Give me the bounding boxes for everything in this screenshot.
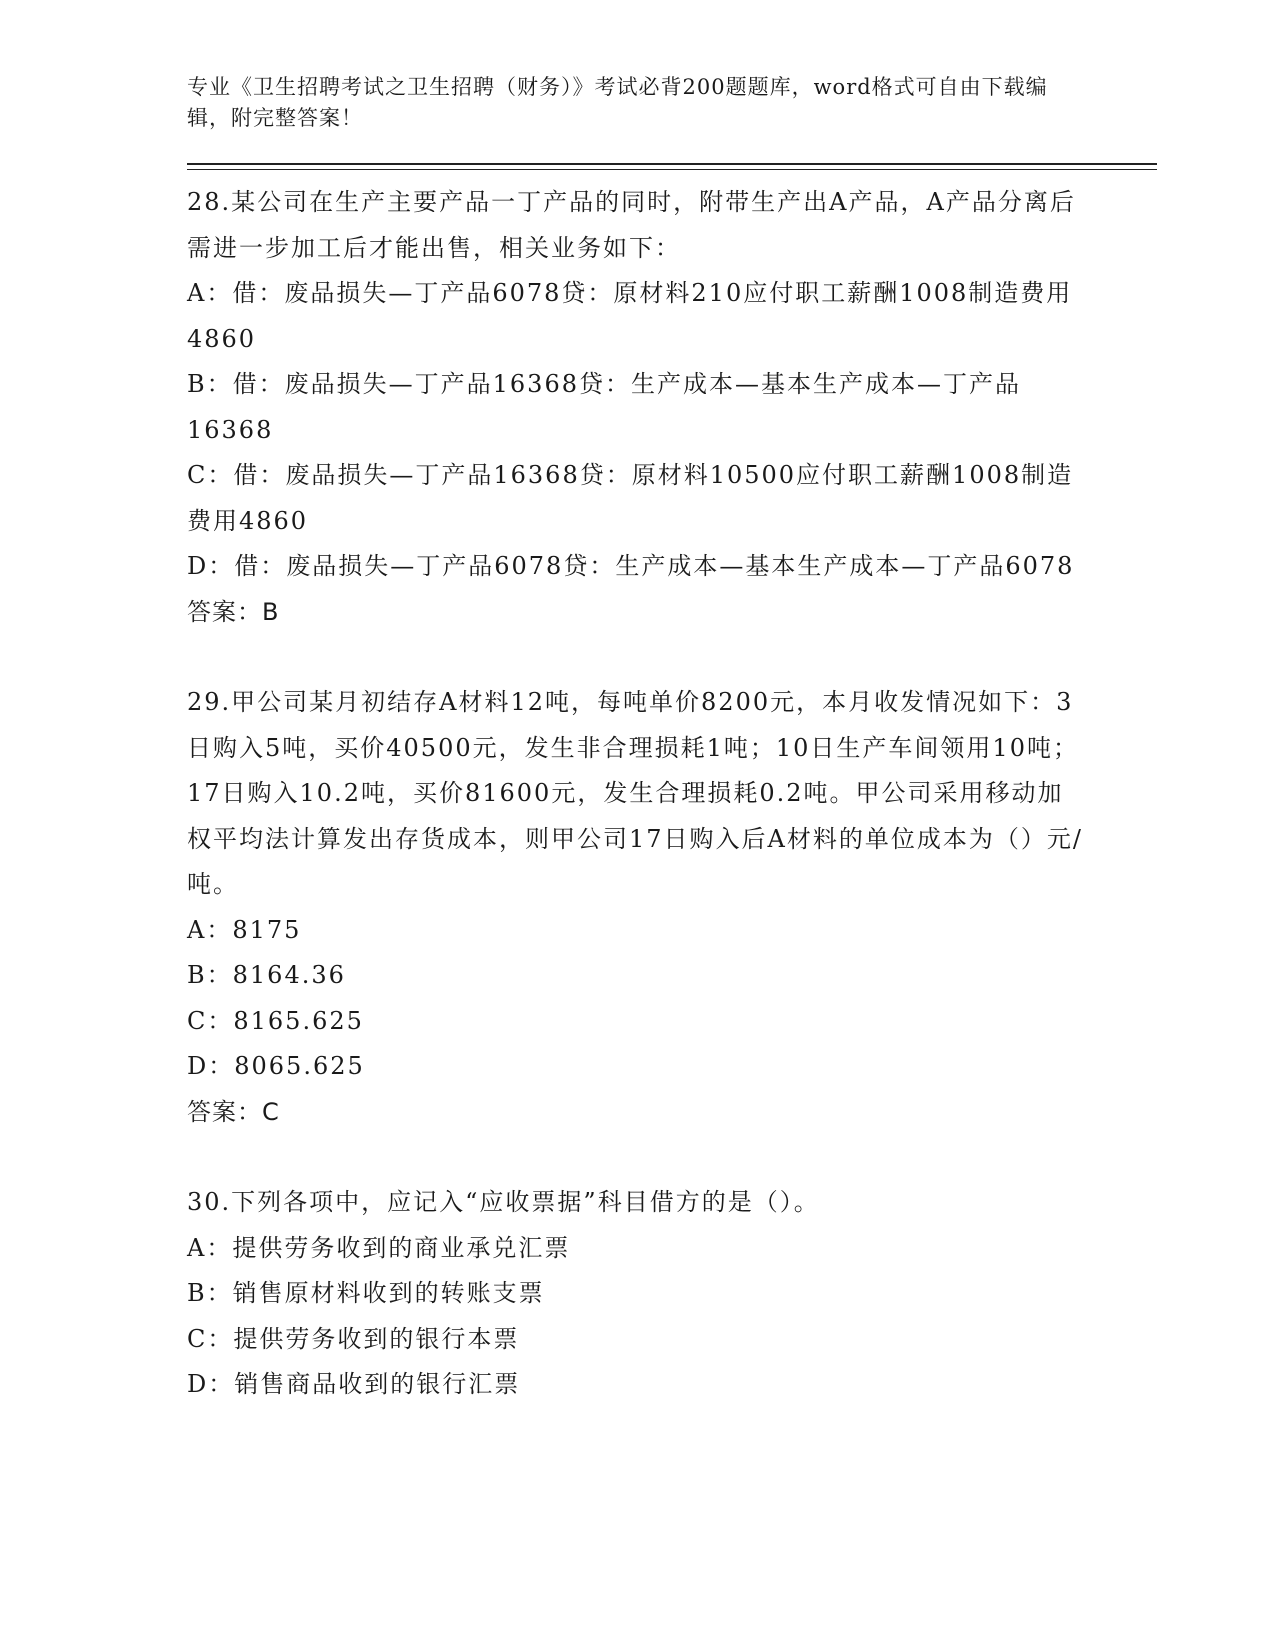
- header-divider: [187, 163, 1157, 170]
- question-stem: 30.下列各项中，应记入“应收票据”科目借方的是（）。: [187, 1188, 820, 1216]
- option-d: D：8065.625: [187, 1052, 365, 1080]
- option-a: A：借：废品损失—丁产品6078贷：原材料210应付职工薪酬1008制造费用4860: [187, 279, 1073, 353]
- question-spacer: [187, 635, 1167, 680]
- question-30: [187, 1180, 1087, 1408]
- option-a: A：提供劳务收到的商业承兑汇票: [187, 1233, 571, 1262]
- option-d: D：销售商品收到的银行汇票: [187, 1370, 521, 1398]
- answer-label: 答案：C: [187, 1097, 280, 1126]
- question-stem: 28.某公司在生产主要产品一丁产品的同时，附带生产出A产品，A产品分离后需进一步加工后才能出售，相关业务如下：: [187, 188, 1076, 262]
- question-stem: 29.甲公司某月初结存A材料12吨，每吨单价8200元，本月收发情况如下：3日购入5吨，买价40500元，发生非合理损耗1吨；10日生产车间领用10吨；17日购入10.2吨，买价81600元，发生合理损耗0.2吨。甲公司采用移动加权平均法计算发出存货成本，则甲公司17日购入后A材料的单位成本为（）元/吨。: [187, 688, 1083, 898]
- question-29: [187, 680, 1087, 1135]
- option-b: B：借：废品损失—丁产品16368贷：生产成本—基本生产成本—丁产品16368: [187, 370, 1021, 444]
- answer-label: 答案：B: [187, 597, 280, 626]
- option-c: C：提供劳务收到的银行本票: [187, 1324, 520, 1353]
- document-page: [187, 72, 1167, 1408]
- option-b: B：8164.36: [187, 961, 346, 989]
- document-header: 专业《卫生招聘考试之卫生招聘（财务）》考试必背200题题库，word格式可自由下载编辑，附完整答案！: [187, 75, 1048, 130]
- option-d: D：借：废品损失—丁产品6078贷：生产成本—基本生产成本—丁产品6078: [187, 552, 1075, 580]
- option-c: C：借：废品损失—丁产品16368贷：原材料10500应付职工薪酬1008制造费用4860: [187, 461, 1074, 535]
- option-b: B：销售原材料收到的转账支票: [187, 1279, 545, 1307]
- question-28: [187, 180, 1087, 635]
- option-a: A：8175: [187, 915, 302, 944]
- question-spacer: [187, 1135, 1167, 1180]
- option-c: C：8165.625: [187, 1006, 364, 1035]
